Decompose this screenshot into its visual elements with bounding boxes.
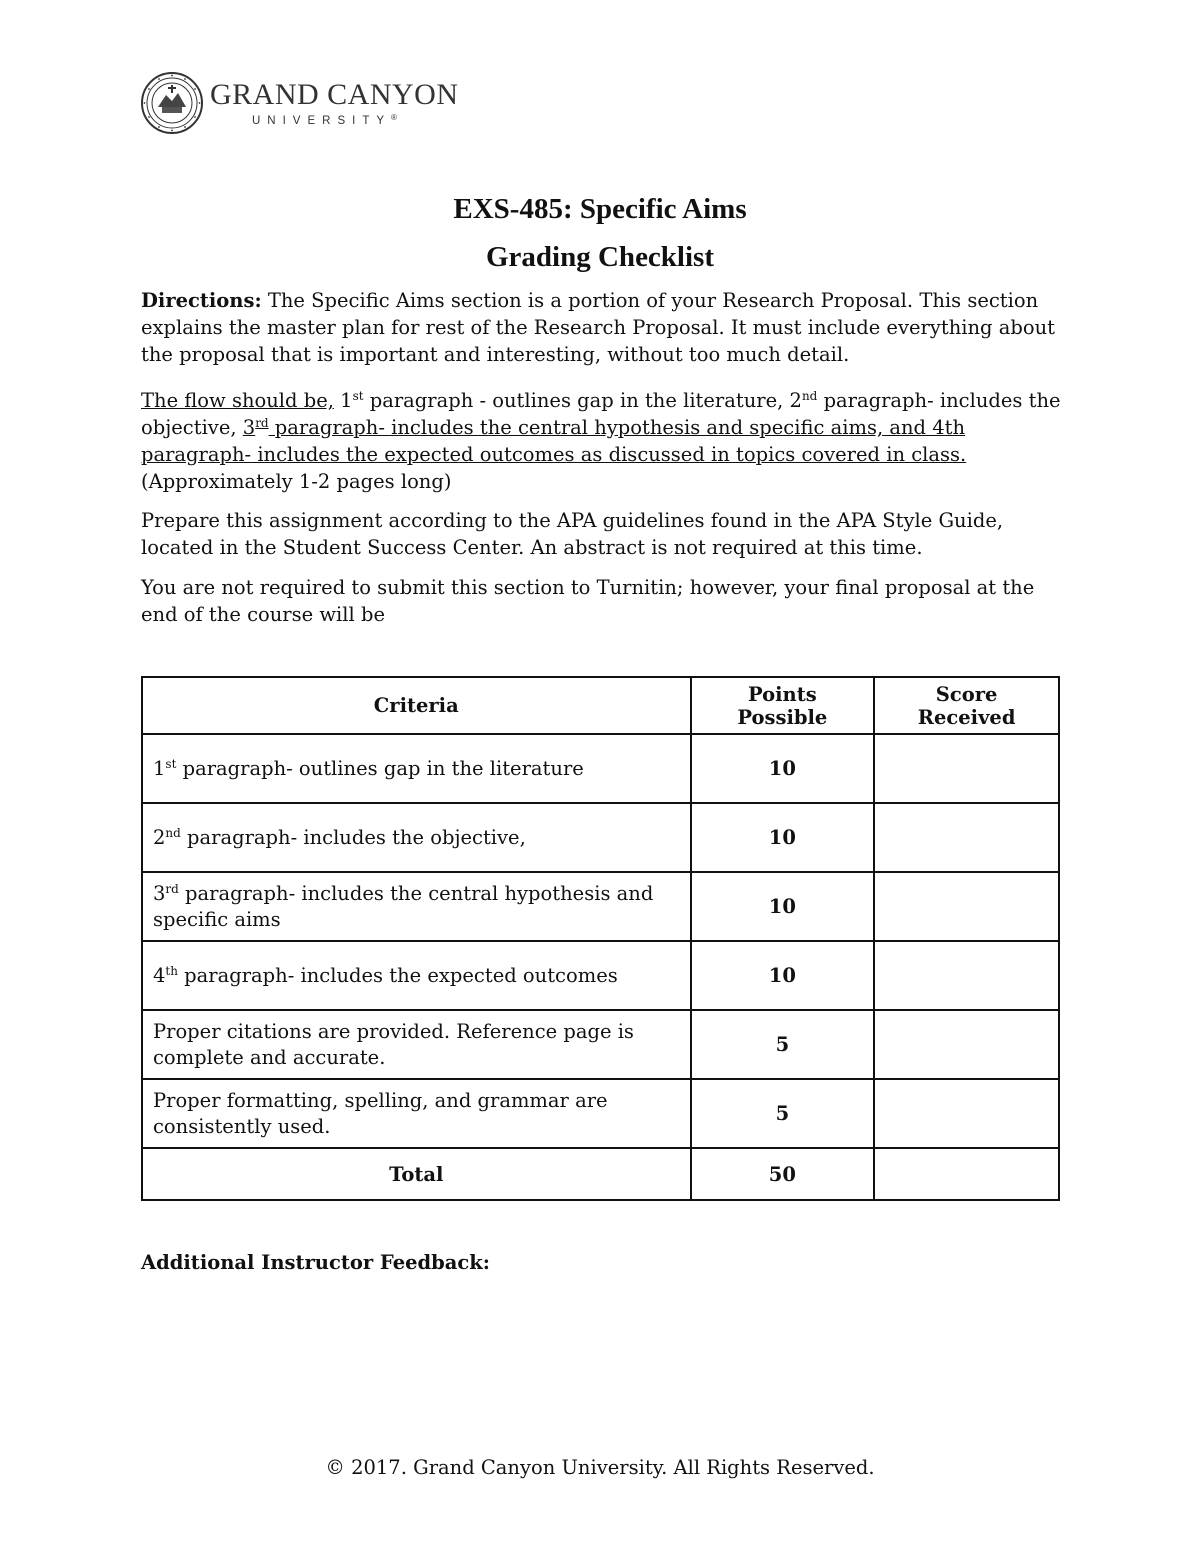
directions-text: The Specific Aims section is a portion of your Research Proposal. This section explains the master plan for rest of the Research Proposal. It must include everything about the proposal that is important and interesting, without too much detail. — [141, 289, 1055, 366]
criteria-header: Criteria — [142, 677, 691, 734]
criteria-cell: Proper formatting, spelling, and grammar are consistently used. — [142, 1079, 691, 1148]
table-row — [142, 872, 1059, 941]
criteria-cell: Proper citations are provided. Reference page is complete and accurate. — [142, 1010, 691, 1079]
flow-paragraph: The flow should be, 1st paragraph - outlines gap in the literature, 2nd paragraph- includes the objective, 3rd paragraph- includes the central hypothesis and specific aims, and 4th paragraph- includes the expected outcomes as discussed in topics covered in class. (Approximately 1-2 pages long) — [141, 389, 1061, 493]
points-cell: 10 — [691, 941, 875, 1010]
apa-paragraph: Prepare this assignment according to the APA guidelines found in the APA Style Guide, located in the Student Success Center. An abstract is not required at this time. — [141, 509, 1004, 559]
table-header-row — [142, 677, 1059, 734]
points-header: Points Possible — [691, 677, 875, 734]
score-cell — [874, 1010, 1059, 1079]
score-cell — [874, 941, 1059, 1010]
total-score — [874, 1148, 1059, 1200]
table-row — [142, 803, 1059, 872]
copyright-footer: © 2017. Grand Canyon University. All Rights Reserved. — [325, 1456, 875, 1479]
criteria-cell: 4th paragraph- includes the expected outcomes — [142, 941, 691, 1010]
directions-label: Directions: — [141, 289, 262, 312]
score-cell — [874, 734, 1059, 803]
grading-table — [141, 676, 1060, 1201]
university-logo — [140, 70, 459, 136]
document-title: EXS-485: Specific Aims — [453, 193, 747, 225]
table-row — [142, 941, 1059, 1010]
logo-main-text: GRAND CANYON — [210, 78, 459, 111]
logo-sub-text: UNIVERSITY® — [252, 113, 397, 127]
university-seal-icon — [140, 71, 204, 135]
points-cell: 5 — [691, 1079, 875, 1148]
criteria-cell: 2nd paragraph- includes the objective, — [142, 803, 691, 872]
score-cell — [874, 803, 1059, 872]
total-points: 50 — [691, 1148, 875, 1200]
turnitin-paragraph: You are not required to submit this section to Turnitin; however, your final proposal at the end of the course will be — [141, 576, 1035, 626]
directions-paragraph — [141, 287, 1061, 368]
criteria-cell: 1st paragraph- outlines gap in the literature — [142, 734, 691, 803]
points-cell: 10 — [691, 803, 875, 872]
total-row — [142, 1148, 1059, 1200]
table-row — [142, 1010, 1059, 1079]
total-label: Total — [142, 1148, 691, 1200]
instructor-feedback-label: Additional Instructor Feedback: — [141, 1251, 491, 1274]
document-subtitle: Grading Checklist — [486, 241, 714, 273]
table-row — [142, 1079, 1059, 1148]
points-cell: 10 — [691, 734, 875, 803]
score-cell — [874, 1079, 1059, 1148]
points-cell: 5 — [691, 1010, 875, 1079]
criteria-cell: 3rd paragraph- includes the central hypothesis and specific aims — [142, 872, 691, 941]
table-row — [142, 734, 1059, 803]
score-header: Score Received — [874, 677, 1059, 734]
points-cell: 10 — [691, 872, 875, 941]
score-cell — [874, 872, 1059, 941]
logo-wordmark — [210, 79, 459, 127]
